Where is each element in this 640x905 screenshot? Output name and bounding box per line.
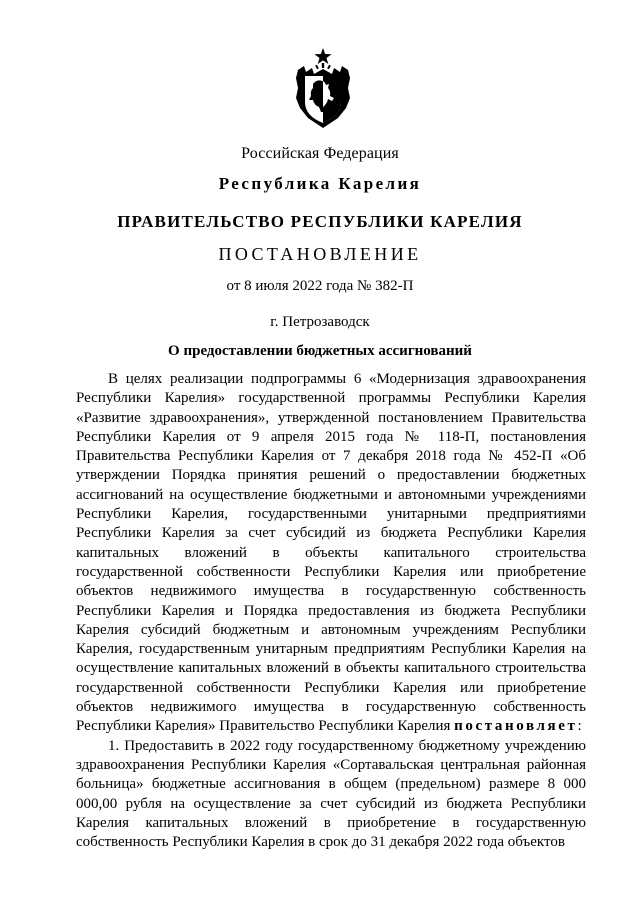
document-title: О предоставлении бюджетных ассигнований: [168, 343, 472, 359]
clause-1-paragraph: 1. Предоставить в 2022 году государственному бюджетному учреждению здравоохранения Республики Карелия «Сортавальская центральная районная больница» бюджетные ассигнования в общем (предельном) размере 8 000 000,00 рубля на осуществление за счет субсидий из бюджета Республики Карелия капитальных вложений в приобретение в государственную собственность Республики Карелия в срок до 31 декабря 2022 года объектов: [76, 737, 586, 851]
document-city: г. Петрозаводск: [270, 314, 370, 330]
document-date-number: от 8 июля 2022 года № 382-П: [226, 278, 414, 294]
government-name: ПРАВИТЕЛЬСТВО РЕСПУБЛИКИ КАРЕЛИЯ: [117, 212, 523, 231]
decree-colon: :: [577, 718, 582, 735]
country-name: Российская Федерация: [241, 145, 399, 162]
karelia-coat-of-arms-icon: [292, 48, 354, 130]
document-type: ПОСТАНОВЛЕНИЕ: [218, 244, 422, 264]
preamble-text: В целях реализации подпрограммы 6 «Модернизация здравоохранения Республики Карелия» государственной программы Республики Карелия «Развитие здравоохранения», утвержденной постановлением Правительства Республики Карелия от 9 апреля 2015 года № 118-П, постановления Правительства Республики Карелия от 7 декабря 2018 года № 452-П «Об утверждении Порядка принятия решений о предоставлении бюджетных ассигнований на осуществление бюджетными и автономными учреждениями Республики Карелия, государственными унитарными предприятиями Республики Карелия за счет субсидий из бюджета Республики Карелия капитальных вложений в объекты капитального строительства государственной собственности Республики Карелия или приобретение объектов недвижимого имущества в государственную собственность Республики Карелия и Порядка предоставления из бюджета Республики Карелия субсидий бюджетным и автономным учреждениям Республики Карелия, государственным унитарным предприятиям Республики Карелия на осуществление капитальных вложений в объекты капитального строительства государственной собственности Республики Карелия или приобретение объектов недвижимого имущества в государственную собственность Республики Карелия» Правительство Республики Карелия: [76, 371, 586, 735]
preamble-paragraph: [76, 370, 586, 737]
republic-name: Республика Карелия: [218, 174, 422, 193]
decree-word: постановляет: [454, 718, 578, 735]
document-body: [76, 370, 586, 852]
